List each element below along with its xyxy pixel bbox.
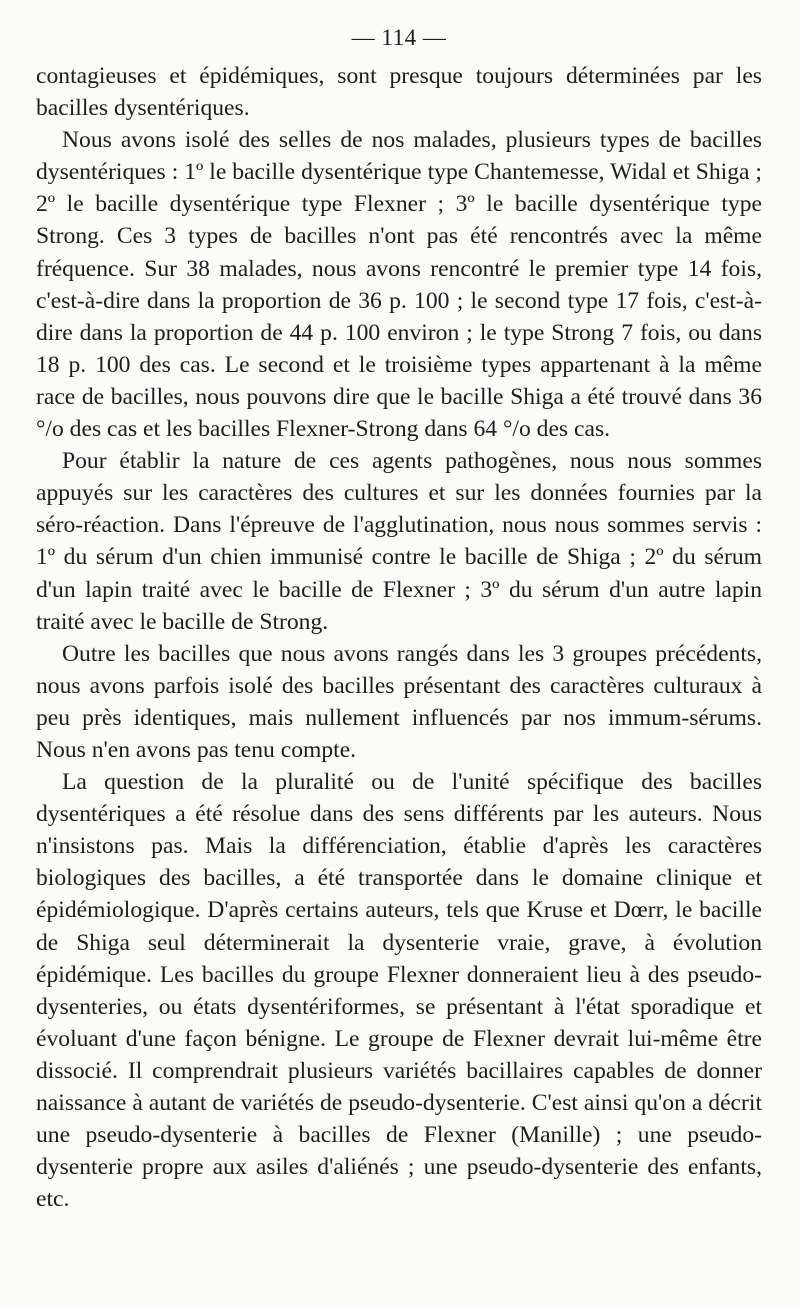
paragraph-5: La question de la pluralité ou de l'unité spécifique des bacilles dysentériques a été résolue dans des sens différents par les auteurs. Nous n'insistons pas. Mais la différenciation, établie d'après les caractères biologiques des bacilles, a été transportée dans le domaine clinique et épidémiologique. D'après certains auteurs, tels que Kruse et Dœrr, le bacille de Shiga seul déterminerait la dysenterie vraie, grave, à évolution épidémique. Les bacilles du groupe Flexner donneraient lieu à des pseudo-dysenteries, ou états dysentériformes, se présentant à l'état sporadique et évoluant d'une façon bénigne. Le groupe de Flexner devrait lui-même être dissocié. Il comprendrait plusieurs variétés bacillaires capables de donner naissance à autant de variétés de pseudo-dysenterie. C'est ainsi qu'on a décrit une pseudo-dysenterie à bacilles de Flexner (Manille) ; une pseudo-dysenterie propre aux asiles d'aliénés ; une pseudo-dysenterie des enfants, etc. bbox=[36, 769, 762, 1213]
page-number-header: — 114 — bbox=[351, 25, 447, 50]
paragraph-4: Outre les bacilles que nous avons rangés dans les 3 groupes précédents, nous avons parfois isolé des bacilles présentant des caractères culturaux à peu près identiques, mais nullement influencés par nos immum-sérums. Nous n'en avons pas tenu compte. bbox=[36, 640, 762, 763]
paragraph-1: contagieuses et épidémiques, sont presque toujours déterminées par les bacilles dysentériques. bbox=[36, 63, 762, 122]
paragraph-3: Pour établir la nature de ces agents pathogènes, nous nous sommes appuyés sur les caractères des cultures et sur les données fournies par la séro-réaction. Dans l'épreuve de l'agglutination, nous nous sommes servis : 1º du sérum d'un chien immunisé contre le bacille de Shiga ; 2º du sérum d'un lapin traité avec le bacille de Flexner ; 3º du sérum d'un autre lapin traité avec le bacille de Strong. bbox=[36, 448, 762, 635]
paragraph-2: Nous avons isolé des selles de nos malades, plusieurs types de bacilles dysentériques : 1º le bacille dysentérique type Chantemesse, Widal et Shiga ; 2º le bacille dysentérique type Flexner ; 3º le bacille dysentérique type Strong. Ces 3 types de bacilles n'ont pas été rencontrés avec la même fréquence. Sur 38 malades, nous avons rencontré le premier type 14 fois, c'est-à-dire dans la proportion de 36 p. 100 ; le second type 17 fois, c'est-à-dire dans la proportion de 44 p. 100 environ ; le type Strong 7 fois, ou dans 18 p. 100 des cas. Le second et le troisième types appartenant à la même race de bacilles, nous pouvons dire que le bacille Shiga a été trouvé dans 36 °/o des cas et les bacilles Flexner-Strong dans 64 °/o des cas. bbox=[36, 127, 762, 443]
